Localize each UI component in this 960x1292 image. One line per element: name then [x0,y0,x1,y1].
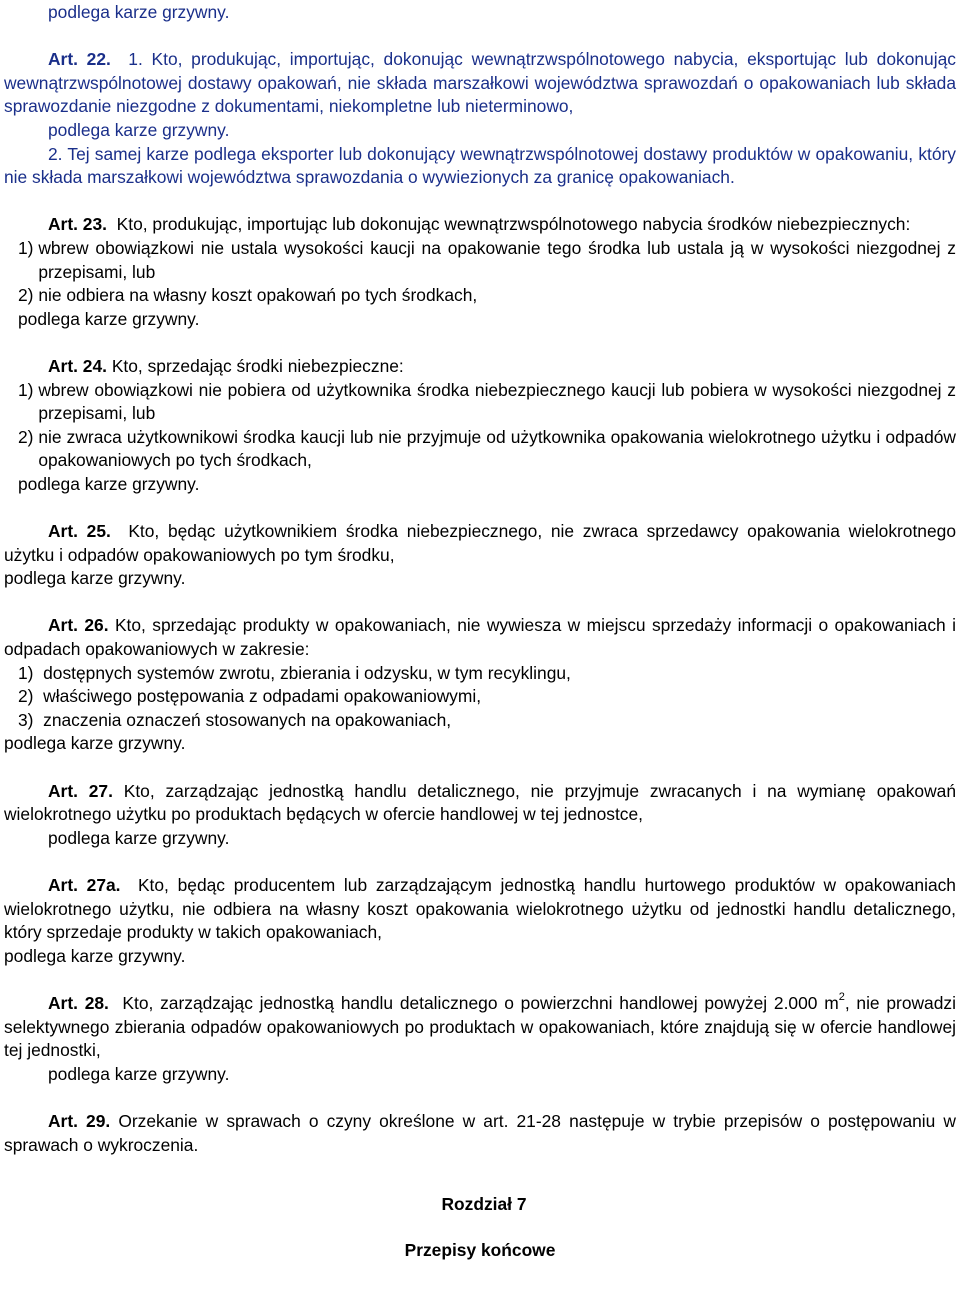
art22-p1-text: Kto, produkując, importując, dokonując wewnątrzwspólnotowego nabycia, eksportując lub dokonując wewnątrzwspólnotowej dostawy opakowań, nie składa marszałkowi województwa sprawozdań o opakowaniach lub składa sprawozdanie niezgodne z dokumentami, niekompletne lub nieterminowo, [4,49,956,117]
art22-paragraph-2 [4,143,956,190]
art26-intro [4,614,956,661]
art22-penalty: podlega karze grzywny. [48,119,230,140]
art26-item-2 [4,685,956,709]
art28-label: Art. 28. [48,992,109,1013]
art22-p2-num: 2. [48,143,63,164]
art26-item-1-num: 1) [18,662,34,683]
art27a-penalty: podlega karze grzywny. [4,945,186,966]
art27a-body: Kto, będąc producentem lub zarządzającym jednostką handlu hurtowego produktów w opakowaniach wielokrotnego użytku, nie odbiera na własny koszt opakowania wielokrotnego użytku od jednostki handlu detalicznego, który sprzedaje produkty w takich opakowaniach, [4,874,956,943]
art25-body: Kto, będąc użytkownikiem środka niebezpiecznego, nie zwraca sprzedawcy opakowania wielokrotnego użytku i odpadów opakowaniowych po tym środku, [4,521,956,565]
art26-intro-text: Kto, sprzedając produkty w opakowaniach, nie wywiesza w miejscu sprzedaży informacji o opakowaniach i odpadach opakowaniowych w zakresie: [4,615,956,660]
art23-intro [4,213,956,237]
art27a-text [4,874,956,945]
art22-p1-num: 1. [128,49,143,70]
art24-item-2-text: nie zwraca użytkownikowi środka kaucji lub nie przyjmuje od użytkownika opakowania wielokrotnego użytku i odpadów opakowaniowych po tych środkach, [38,426,956,471]
art23-penalty: podlega karze grzywny. [18,308,200,329]
art26-item-3-text: znaczenia oznaczeń stosowanych na opakowaniach, [43,709,452,730]
art23-item-2-text: nie odbiera na własny koszt opakowań po tych środkach, [38,285,478,306]
art24-item-1-num: 1) [18,379,34,400]
art24-item-1 [4,379,956,426]
art25-penalty: podlega karze grzywny. [4,568,186,589]
art23-item-2-num: 2) [18,285,34,306]
art24-item-2 [4,426,956,473]
art23-item-1-num: 1) [18,237,34,258]
art29-label: Art. 29. [48,1110,111,1131]
art28-superscript: 2 [838,991,845,1004]
art27-body: Kto, zarządzając jednostką handlu detalicznego, nie przyjmuje zwracanych i na wymianę opakowań wielokrotnego użytku po produktach będących w ofercie handlowej w tej jednostce, [4,780,956,825]
art22-paragraph-1 [4,48,956,119]
art24-penalty: podlega karze grzywny. [18,473,200,494]
art27-penalty: podlega karze grzywny. [48,827,230,848]
art25-text [4,520,956,567]
art26-item-2-num: 2) [18,686,34,707]
article-26 [4,614,956,756]
art22-label: Art. 22. [48,49,111,70]
art27-text [4,780,956,827]
article-24 [4,355,956,497]
art26-item-1-text: dostępnych systemów zwrotu, zbierania i odzysku, w tym recyklingu, [43,662,571,683]
art24-label: Art. 24. [48,355,107,376]
article-29 [4,1110,956,1157]
penalty-line: podlega karze grzywny. [48,2,230,22]
chapter-number: Rozdział 7 [441,1194,527,1215]
article-27 [4,780,956,851]
art26-item-2-text: właściwego postępowania z odpadami opakowaniowymi, [43,686,482,707]
art23-item-1 [4,237,956,284]
art22-p2-text: Tej samej karze podlega eksporter lub dokonujący wewnątrzwspólnotowej dostawy produktów w opakowaniu, który nie składa marszałkowi województwa sprawozdania o wywiezionych za granicę opakowaniach. [4,143,956,188]
article-28 [4,992,956,1086]
art26-penalty: podlega karze grzywny. [4,733,186,754]
art23-intro-text: Kto, produkując, importując lub dokonując wewnątrzwspólnotowego nabycia środków niebezpiecznych: [116,214,911,235]
art28-body-after: , nie prowadzi selektywnego zbierania odpadów opakowaniowych po produktach w opakowaniach, które znajdują się w ofercie handlowej tej jednostki, [4,992,956,1061]
art24-intro-text: Kto, sprzedając środki niebezpieczne: [111,355,404,376]
art26-item-1 [4,662,956,686]
art23-item-1-text: wbrew obowiązkowi nie ustala wysokości kaucji na opakowanie tego środka lub ustala ją w wysokości niezgodnej z przepisami, lub [38,237,956,282]
art26-label: Art. 26. [48,615,109,636]
art26-item-3 [4,709,956,733]
art28-text [4,992,956,1063]
art25-label: Art. 25. [48,521,111,542]
document-page [4,0,956,1262]
art29-body: Orzekanie w sprawach o czyny określone w art. 21-28 następuje w trybie przepisów o postępowaniu w sprawach o wykroczenia. [4,1110,956,1155]
art29-text [4,1110,956,1157]
art28-penalty: podlega karze grzywny. [48,1063,230,1084]
article-27a [4,874,956,968]
art24-intro [4,355,956,379]
art23-item-2 [4,284,956,308]
art28-body-before: Kto, zarządzając jednostką handlu detalicznego o powierzchni handlowej powyżej 2.000 m [122,992,839,1013]
art23-label: Art. 23. [48,214,107,235]
art26-item-3-num: 3) [18,709,34,730]
article-23 [4,213,956,331]
art27-label: Art. 27. [48,780,113,801]
art24-item-2-num: 2) [18,426,34,447]
article-25 [4,520,956,591]
art24-item-1-text: wbrew obowiązkowi nie pobiera od użytkownika środka niebezpiecznego kaucji lub pobiera w wysokości niezgodnej z przepisami, lub [38,379,956,424]
article-22 [4,48,956,190]
chapter-title: Przepisy końcowe [404,1239,556,1260]
art27a-label: Art. 27a. [48,874,121,895]
